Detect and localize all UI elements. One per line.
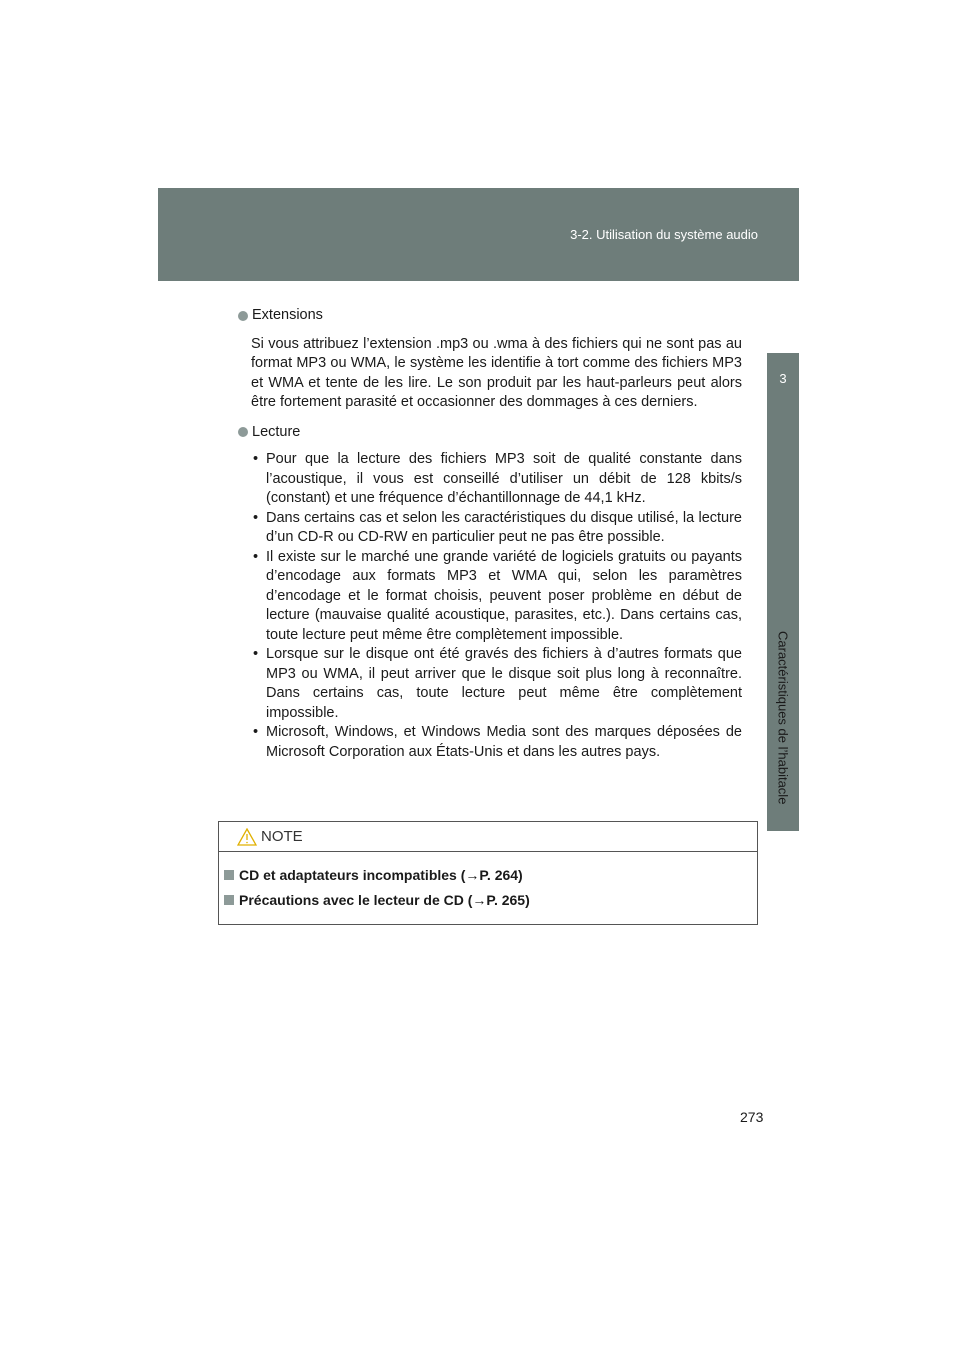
note-item-precautions — [224, 892, 530, 908]
circle-bullet-icon — [238, 427, 248, 437]
extensions-paragraph: Si vous attribuez l’extension .mp3 ou .wma à des fichiers qui ne sont pas au format MP3 ou WMA, le système les identifie à tort comme des fichiers MP3 et WMA et tente de les lire. Le son produit par les haut-parleurs peut alors être fortement parasité et occasionner des dommages à ces derniers. — [251, 335, 742, 410]
note-box — [218, 821, 758, 925]
lecture-list — [236, 450, 742, 762]
note-item-cd-adaptateurs — [224, 867, 523, 883]
note-title: NOTE — [261, 828, 303, 845]
main-content — [236, 306, 742, 762]
section-title: 3-2. Utilisation du système audio — [570, 227, 758, 242]
section-heading-extensions — [238, 306, 742, 326]
chapter-number: 3 — [779, 371, 787, 386]
note-header — [219, 822, 757, 852]
page-number: 273 — [740, 1109, 764, 1125]
list-item: • Microsoft, Windows, et Windows Media sont des marques déposées de Microsoft Corporation aux États-Unis et dans les autres pays. — [236, 723, 742, 762]
section-heading-label: Lecture — [252, 423, 301, 440]
square-bullet-icon — [224, 870, 234, 880]
section-heading-label: Extensions — [252, 307, 323, 323]
list-item: • Il existe sur le marché une grande variété de logiciels gratuits ou payants d’encodage aux formats MP3 et WMA qui, selon les paramètres d’encodage et le format choisis, peuvent poser problème en début de lecture (mauvaise qualité acoustique, parasites, etc.). Dans certains cas, toute lecture peut même être complètement impossible. — [236, 548, 742, 646]
list-item: • Pour que la lecture des fichiers MP3 soit de qualité constante dans l’acoustique, il vous est conseillé d’utiliser un débit de 128 kbits/s (constant) et une fréquence d’échantillonnage de 44,1 kHz. — [236, 450, 742, 509]
header-band — [158, 188, 799, 281]
note-item-label: CD et adaptateurs incompatibles (→P. 264) — [239, 867, 523, 883]
circle-bullet-icon — [238, 311, 248, 321]
warning-triangle-icon — [237, 828, 257, 846]
list-item: • Lorsque sur le disque ont été gravés des fichiers à d’autres formats que MP3 ou WMA, il peut arriver que le disque soit plus long à reconnaître. Dans certains cas, toute lecture peut même être complètement impossible. — [236, 645, 742, 723]
note-item-label: Précautions avec le lecteur de CD (→P. 265) — [239, 892, 530, 908]
chapter-label: Caractéristiques de l’habitacle — [775, 631, 791, 805]
square-bullet-icon — [224, 895, 234, 905]
chapter-label-wrap — [768, 631, 798, 831]
section-heading-lecture — [238, 423, 742, 443]
list-item: • Dans certains cas et selon les caractéristiques du disque utilisé, la lecture d’un CD-R ou CD-RW en particulier peut ne pas être possible. — [236, 509, 742, 548]
